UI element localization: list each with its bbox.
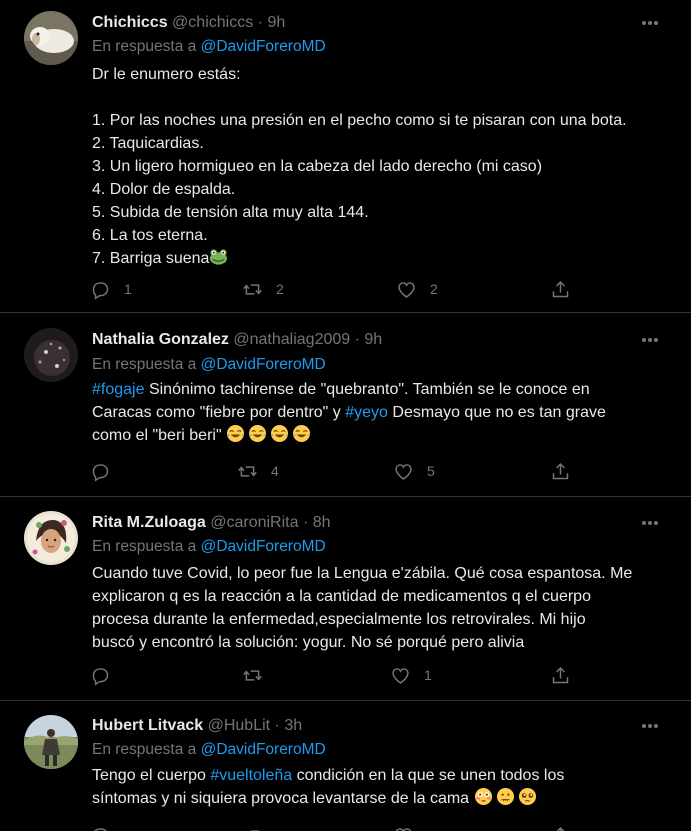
timestamp[interactable]: 9h: [364, 331, 383, 348]
reply-button[interactable]: [90, 459, 124, 483]
share-icon: [550, 461, 571, 482]
text-line: 5. Subida de tensión alta muy alta 144.: [92, 204, 369, 221]
heart-icon: [390, 665, 411, 686]
reply-mention-link[interactable]: @DavidForeroMD: [200, 38, 326, 55]
author-name[interactable]: Nathalia Gonzalez: [92, 331, 229, 348]
worried-face-emoji-icon: [496, 787, 515, 806]
text-line: buscó y encontró la solución: yogur. No sé porqué pero alivia: [92, 634, 525, 651]
author-handle[interactable]: @chichiccs: [172, 14, 254, 31]
share-icon: [550, 279, 571, 300]
text-segment: como el "beri beri": [92, 427, 227, 444]
like-count: 1: [424, 667, 432, 683]
separator-dot: ·: [257, 14, 263, 31]
text-segment: Sinónimo tachirense de "quebranto". También se le conoce en: [144, 381, 590, 398]
tweet[interactable]: [0, 701, 691, 831]
hashtag-link[interactable]: #yeyo: [345, 404, 388, 421]
more-options-icon[interactable]: [639, 715, 661, 737]
tweet-text: [92, 378, 667, 447]
separator-dot: ·: [274, 717, 280, 734]
reply-icon: [90, 665, 111, 686]
reply-context: [92, 37, 326, 57]
blank-line: [92, 86, 667, 109]
text-line: [92, 787, 667, 810]
retweet-icon: [242, 665, 263, 686]
text-line: procesa durante la enfermedad,especialmente los retrovirales. Mi hijo: [92, 611, 586, 628]
reply-button[interactable]: [90, 823, 111, 831]
text-line: 2. Taquicardias.: [92, 135, 204, 152]
reply-prefix: En respuesta a: [92, 38, 197, 55]
reply-icon: [90, 279, 111, 300]
reply-count: 1: [124, 281, 132, 297]
avatar[interactable]: [24, 715, 78, 769]
reply-prefix: En respuesta a: [92, 538, 197, 555]
retweet-button[interactable]: [237, 459, 279, 483]
text-line: [92, 378, 667, 401]
share-button[interactable]: [550, 459, 571, 483]
text-line: [92, 401, 667, 424]
text-line: [92, 424, 667, 447]
like-button[interactable]: [390, 663, 432, 687]
pleading-face-emoji-icon: [518, 787, 537, 806]
tweet-header: [92, 12, 285, 34]
tweet-text: [92, 562, 667, 654]
reply-mention-link[interactable]: @DavidForeroMD: [200, 741, 326, 758]
heart-icon: [396, 279, 417, 300]
text-segment: Caracas como "fiebre por dentro" y: [92, 404, 346, 421]
like-count: 5: [427, 463, 435, 479]
reply-mention-link[interactable]: @DavidForeroMD: [200, 538, 326, 555]
author-name[interactable]: Chichiccs: [92, 14, 168, 31]
author-name[interactable]: Hubert Litvack: [92, 717, 204, 734]
share-icon: [550, 825, 571, 831]
separator-dot: ·: [354, 331, 360, 348]
dark-avatar-image: [24, 328, 78, 382]
heart-icon: [393, 825, 414, 831]
like-button[interactable]: [393, 823, 414, 831]
dog-avatar-image: [24, 11, 78, 65]
action-bar: [90, 459, 580, 483]
reply-button[interactable]: [90, 277, 132, 301]
reply-icon: [90, 461, 111, 482]
tears-of-joy-emoji-icon: [248, 424, 267, 443]
reply-prefix: En respuesta a: [92, 356, 197, 373]
illustrated-avatar-image: [24, 511, 78, 565]
tweet[interactable]: [0, 313, 691, 497]
text-line: Dr le enumero estás:: [92, 66, 241, 83]
action-bar: [90, 663, 580, 687]
retweet-icon: [242, 279, 263, 300]
like-button[interactable]: [396, 277, 438, 301]
timestamp[interactable]: 8h: [312, 514, 331, 531]
timestamp[interactable]: 9h: [267, 14, 286, 31]
text-line: explicaron q es la reacción a la cantidad de medicamentos q el cuerpo: [92, 588, 591, 605]
retweet-button[interactable]: [242, 277, 284, 301]
like-count: 2: [430, 281, 438, 297]
tweet-text: [92, 764, 667, 810]
more-options-icon[interactable]: [639, 512, 661, 534]
text-line: [92, 764, 667, 787]
retweet-button[interactable]: [242, 823, 263, 831]
reply-icon: [90, 825, 111, 831]
reply-context: [92, 537, 326, 557]
text-segment: Tengo el cuerpo: [92, 767, 211, 784]
reply-prefix: En respuesta a: [92, 741, 197, 758]
text-line-content: 7. Barriga suena: [92, 250, 210, 267]
tweet[interactable]: [0, 497, 691, 701]
author-name[interactable]: Rita M.Zuloaga: [92, 514, 206, 531]
action-bar: [90, 823, 580, 831]
separator-dot: ·: [302, 514, 309, 531]
text-segment: condición en la que se unen todos los: [292, 767, 565, 784]
reply-mention-link[interactable]: @DavidForeroMD: [200, 356, 326, 373]
tweet-header: [92, 715, 302, 737]
retweet-icon: [242, 825, 263, 831]
retweet-icon: [237, 461, 258, 482]
share-button[interactable]: [550, 277, 571, 301]
frog-emoji-icon: [209, 247, 228, 266]
tears-of-joy-emoji-icon: [226, 424, 245, 443]
hashtag-link[interactable]: #fogaje: [92, 381, 145, 398]
avatar[interactable]: [24, 511, 78, 565]
text-segment: Desmayo que no es tan grave: [387, 404, 606, 421]
flushed-face-emoji-icon: [474, 787, 493, 806]
more-options-icon[interactable]: [639, 12, 661, 34]
more-options-icon[interactable]: [639, 329, 661, 351]
tweet[interactable]: [0, 0, 691, 313]
retweet-count: 2: [276, 281, 284, 297]
retweet-count: 4: [271, 463, 279, 479]
text-line: Cuando tuve Covid, lo peor fue la Lengua e'zábila. Qué cosa espantosa. Me: [92, 565, 633, 582]
retweet-button[interactable]: [242, 663, 276, 687]
tweet-header: [92, 329, 382, 351]
timestamp[interactable]: 3h: [284, 717, 303, 734]
text-line: [92, 247, 667, 270]
share-button[interactable]: [550, 823, 571, 831]
author-handle[interactable]: @HubLit: [207, 717, 271, 734]
like-button[interactable]: [393, 459, 435, 483]
heart-icon: [393, 461, 414, 482]
text-line: 4. Dolor de espalda.: [92, 181, 236, 198]
avatar[interactable]: [24, 11, 78, 65]
tweet-text: [92, 63, 667, 270]
hashtag-link[interactable]: #vueltoleña: [210, 767, 293, 784]
text-line: 6. La tos eterna.: [92, 227, 208, 244]
tears-of-joy-emoji-icon: [292, 424, 311, 443]
text-line: 3. Un ligero hormigueo en la cabeza del lado derecho (mi caso): [92, 158, 543, 175]
tweet-header: [92, 512, 331, 534]
tears-of-joy-emoji-icon: [270, 424, 289, 443]
share-icon: [550, 665, 571, 686]
text-line: 1. Por las noches una presión en el pecho como si te pisaran con una bota.: [92, 112, 627, 129]
outdoor-avatar-image: [24, 715, 78, 769]
reply-button[interactable]: [90, 663, 124, 687]
avatar[interactable]: [24, 328, 78, 382]
text-segment: síntomas y ni siquiera provoca levantarse de la cama: [92, 790, 474, 807]
reply-context: [92, 355, 326, 375]
action-bar: [90, 277, 580, 301]
reply-context: [92, 740, 326, 760]
author-handle[interactable]: @caroniRita: [210, 514, 299, 531]
share-button[interactable]: [550, 663, 571, 687]
author-handle[interactable]: @nathaliag2009: [233, 331, 351, 348]
